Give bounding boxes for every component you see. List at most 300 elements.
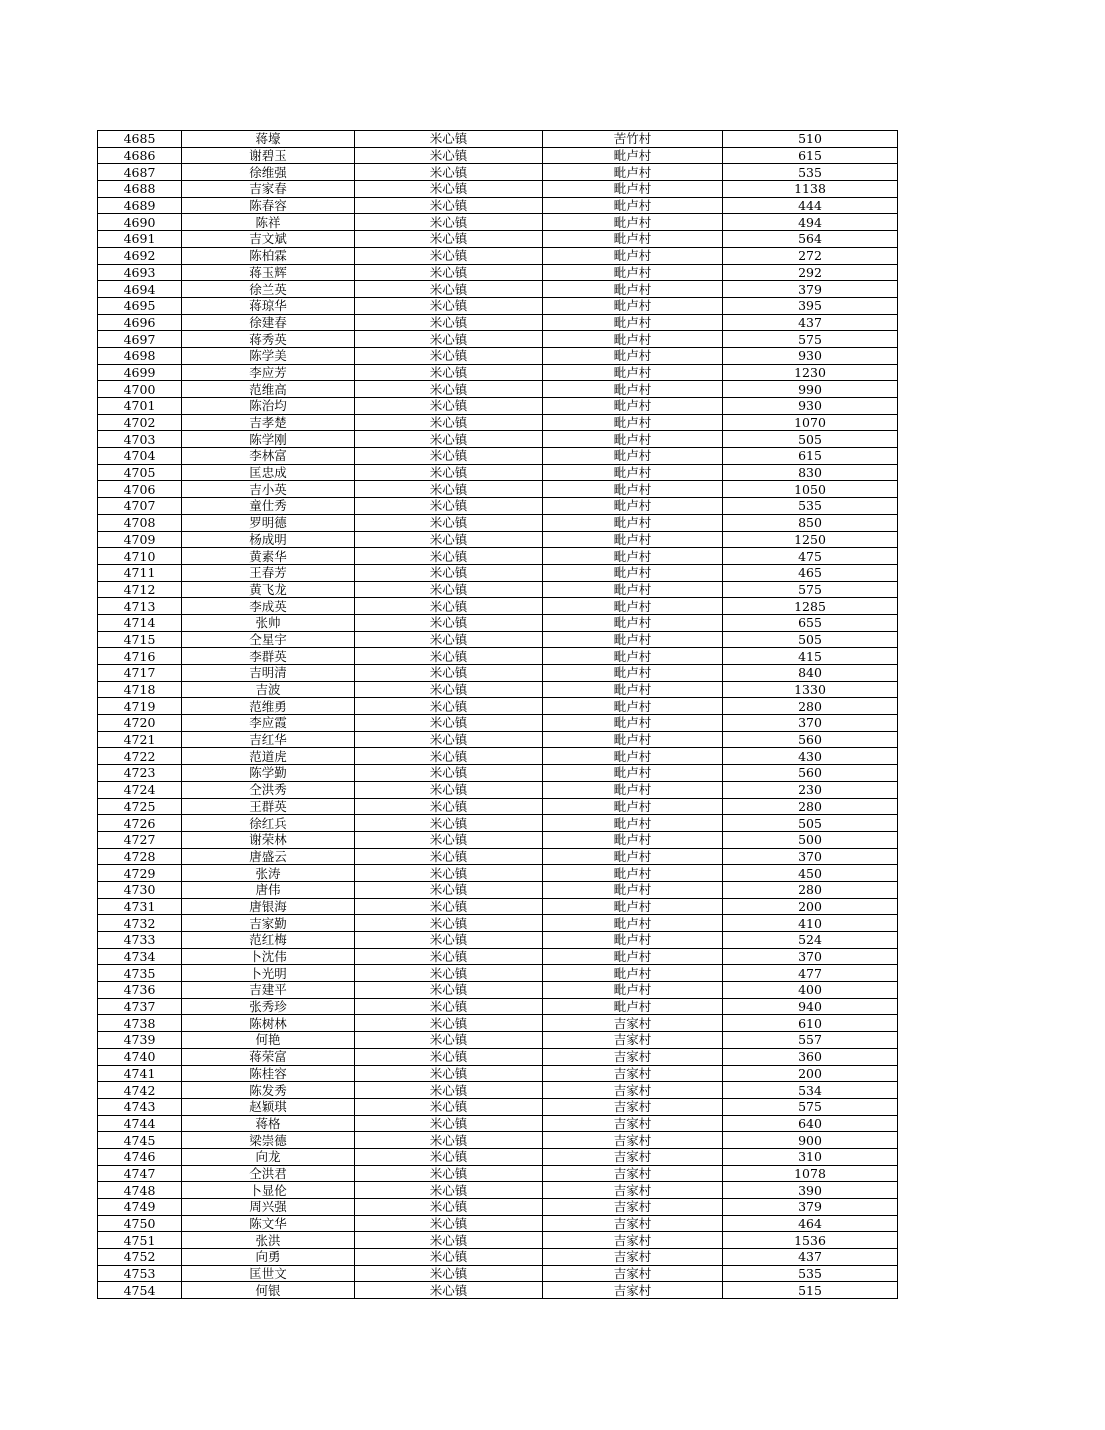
- name-cell: 蒋荣富: [182, 1048, 355, 1065]
- town-cell: 米心镇: [355, 514, 543, 531]
- amount-cell: 575: [723, 331, 898, 348]
- amount-cell: 560: [723, 765, 898, 782]
- table-row: [98, 448, 898, 465]
- name-cell: 吉文斌: [182, 231, 355, 248]
- name-cell: 陈治均: [182, 398, 355, 415]
- table-row: [98, 781, 898, 798]
- row-number-cell: 4740: [98, 1048, 182, 1065]
- village-cell: 毗卢村: [543, 147, 723, 164]
- town-cell: 米心镇: [355, 131, 543, 148]
- town-cell: 米心镇: [355, 364, 543, 381]
- name-cell: 李群英: [182, 648, 355, 665]
- village-cell: 吉家村: [543, 1215, 723, 1232]
- amount-cell: 575: [723, 1098, 898, 1115]
- village-cell: 毗卢村: [543, 331, 723, 348]
- table-row: [98, 314, 898, 331]
- row-number-cell: 4737: [98, 998, 182, 1015]
- row-number-cell: 4735: [98, 965, 182, 982]
- village-cell: 毗卢村: [543, 648, 723, 665]
- town-cell: 米心镇: [355, 1165, 543, 1182]
- town-cell: 米心镇: [355, 381, 543, 398]
- name-cell: 徐红兵: [182, 815, 355, 832]
- table-row: [98, 815, 898, 832]
- row-number-cell: 4749: [98, 1199, 182, 1216]
- town-cell: 米心镇: [355, 965, 543, 982]
- name-cell: 蒋格: [182, 1115, 355, 1132]
- amount-cell: 280: [723, 798, 898, 815]
- table-row: [98, 498, 898, 515]
- row-number-cell: 4714: [98, 614, 182, 631]
- name-cell: 何银: [182, 1282, 355, 1299]
- village-cell: 毗卢村: [543, 197, 723, 214]
- name-cell: 仝星宇: [182, 631, 355, 648]
- table-row: [98, 798, 898, 815]
- name-cell: 李成英: [182, 598, 355, 615]
- town-cell: 米心镇: [355, 164, 543, 181]
- town-cell: 米心镇: [355, 1249, 543, 1266]
- amount-cell: 415: [723, 648, 898, 665]
- amount-cell: 930: [723, 398, 898, 415]
- town-cell: 米心镇: [355, 347, 543, 364]
- town-cell: 米心镇: [355, 414, 543, 431]
- row-number-cell: 4724: [98, 781, 182, 798]
- town-cell: 米心镇: [355, 1048, 543, 1065]
- amount-cell: 370: [723, 848, 898, 865]
- row-number-cell: 4725: [98, 798, 182, 815]
- village-cell: 毗卢村: [543, 765, 723, 782]
- village-cell: 毗卢村: [543, 915, 723, 932]
- amount-cell: 310: [723, 1148, 898, 1165]
- table-row: [98, 564, 898, 581]
- row-number-cell: 4706: [98, 481, 182, 498]
- table-row: [98, 1182, 898, 1199]
- name-cell: 匡世文: [182, 1265, 355, 1282]
- amount-cell: 515: [723, 1282, 898, 1299]
- table-row: [98, 881, 898, 898]
- village-cell: 毗卢村: [543, 431, 723, 448]
- row-number-cell: 4694: [98, 281, 182, 298]
- town-cell: 米心镇: [355, 1148, 543, 1165]
- row-number-cell: 4732: [98, 915, 182, 932]
- row-number-cell: 4722: [98, 748, 182, 765]
- table-row: [98, 331, 898, 348]
- name-cell: 匡忠成: [182, 464, 355, 481]
- village-cell: 毗卢村: [543, 514, 723, 531]
- town-cell: 米心镇: [355, 881, 543, 898]
- amount-cell: 510: [723, 131, 898, 148]
- amount-cell: 360: [723, 1048, 898, 1065]
- town-cell: 米心镇: [355, 598, 543, 615]
- row-number-cell: 4717: [98, 665, 182, 682]
- amount-cell: 450: [723, 865, 898, 882]
- amount-cell: 615: [723, 448, 898, 465]
- row-number-cell: 4750: [98, 1215, 182, 1232]
- amount-cell: 465: [723, 564, 898, 581]
- table-row: [98, 1082, 898, 1099]
- name-cell: 蒋琼华: [182, 297, 355, 314]
- name-cell: 陈文华: [182, 1215, 355, 1232]
- table-row: [98, 347, 898, 364]
- table-row: [98, 898, 898, 915]
- amount-cell: 437: [723, 1249, 898, 1266]
- row-number-cell: 4712: [98, 581, 182, 598]
- table-row: [98, 1115, 898, 1132]
- town-cell: 米心镇: [355, 848, 543, 865]
- row-number-cell: 4713: [98, 598, 182, 615]
- name-cell: 陈发秀: [182, 1082, 355, 1099]
- town-cell: 米心镇: [355, 548, 543, 565]
- village-cell: 毗卢村: [543, 865, 723, 882]
- table-row: [98, 398, 898, 415]
- town-cell: 米心镇: [355, 564, 543, 581]
- town-cell: 米心镇: [355, 1098, 543, 1115]
- row-number-cell: 4708: [98, 514, 182, 531]
- row-number-cell: 4691: [98, 231, 182, 248]
- village-cell: 毗卢村: [543, 881, 723, 898]
- town-cell: 米心镇: [355, 865, 543, 882]
- table-row: [98, 464, 898, 481]
- amount-cell: 379: [723, 1199, 898, 1216]
- village-cell: 毗卢村: [543, 614, 723, 631]
- table-row: [98, 715, 898, 732]
- town-cell: 米心镇: [355, 998, 543, 1015]
- village-cell: 吉家村: [543, 1199, 723, 1216]
- row-number-cell: 4743: [98, 1098, 182, 1115]
- row-number-cell: 4738: [98, 1015, 182, 1032]
- amount-cell: 610: [723, 1015, 898, 1032]
- town-cell: 米心镇: [355, 1182, 543, 1199]
- amount-cell: 900: [723, 1132, 898, 1149]
- village-cell: 毗卢村: [543, 831, 723, 848]
- village-cell: 毗卢村: [543, 932, 723, 949]
- row-number-cell: 4686: [98, 147, 182, 164]
- amount-cell: 230: [723, 781, 898, 798]
- table-row: [98, 1165, 898, 1182]
- table-row: [98, 1232, 898, 1249]
- amount-cell: 990: [723, 381, 898, 398]
- amount-cell: 930: [723, 347, 898, 364]
- amount-cell: 1330: [723, 681, 898, 698]
- town-cell: 米心镇: [355, 531, 543, 548]
- row-number-cell: 4734: [98, 948, 182, 965]
- table-row: [98, 1148, 898, 1165]
- row-number-cell: 4739: [98, 1032, 182, 1049]
- amount-cell: 534: [723, 1082, 898, 1099]
- row-number-cell: 4721: [98, 731, 182, 748]
- village-cell: 毗卢村: [543, 998, 723, 1015]
- village-cell: 毗卢村: [543, 748, 723, 765]
- row-number-cell: 4720: [98, 715, 182, 732]
- table-row: [98, 1132, 898, 1149]
- town-cell: 米心镇: [355, 498, 543, 515]
- row-number-cell: 4695: [98, 297, 182, 314]
- town-cell: 米心镇: [355, 932, 543, 949]
- village-cell: 毗卢村: [543, 214, 723, 231]
- data-table: [97, 130, 898, 1299]
- name-cell: 吉红华: [182, 731, 355, 748]
- town-cell: 米心镇: [355, 398, 543, 415]
- name-cell: 范维勇: [182, 698, 355, 715]
- amount-cell: 475: [723, 548, 898, 565]
- amount-cell: 615: [723, 147, 898, 164]
- amount-cell: 370: [723, 948, 898, 965]
- name-cell: 李应芳: [182, 364, 355, 381]
- row-number-cell: 4687: [98, 164, 182, 181]
- village-cell: 毗卢村: [543, 264, 723, 281]
- row-number-cell: 4733: [98, 932, 182, 949]
- name-cell: 黄素华: [182, 548, 355, 565]
- village-cell: 毗卢村: [543, 665, 723, 682]
- amount-cell: 505: [723, 815, 898, 832]
- amount-cell: 292: [723, 264, 898, 281]
- town-cell: 米心镇: [355, 1282, 543, 1299]
- table-row: [98, 1282, 898, 1299]
- table-row: [98, 381, 898, 398]
- amount-cell: 505: [723, 431, 898, 448]
- amount-cell: 464: [723, 1215, 898, 1232]
- amount-cell: 524: [723, 932, 898, 949]
- row-number-cell: 4745: [98, 1132, 182, 1149]
- town-cell: 米心镇: [355, 197, 543, 214]
- name-cell: 吉孝楚: [182, 414, 355, 431]
- row-number-cell: 4715: [98, 631, 182, 648]
- village-cell: 毗卢村: [543, 698, 723, 715]
- name-cell: 赵颖琪: [182, 1098, 355, 1115]
- name-cell: 卜显伦: [182, 1182, 355, 1199]
- name-cell: 陈学刚: [182, 431, 355, 448]
- row-number-cell: 4723: [98, 765, 182, 782]
- village-cell: 毗卢村: [543, 297, 723, 314]
- town-cell: 米心镇: [355, 147, 543, 164]
- row-number-cell: 4704: [98, 448, 182, 465]
- table-row: [98, 1048, 898, 1065]
- row-number-cell: 4688: [98, 181, 182, 198]
- table-row: [98, 932, 898, 949]
- village-cell: 毗卢村: [543, 231, 723, 248]
- town-cell: 米心镇: [355, 748, 543, 765]
- row-number-cell: 4693: [98, 264, 182, 281]
- amount-cell: 200: [723, 898, 898, 915]
- village-cell: 毗卢村: [543, 481, 723, 498]
- name-cell: 陈柏霖: [182, 247, 355, 264]
- town-cell: 米心镇: [355, 331, 543, 348]
- row-number-cell: 4692: [98, 247, 182, 264]
- row-number-cell: 4730: [98, 881, 182, 898]
- village-cell: 毗卢村: [543, 848, 723, 865]
- amount-cell: 1050: [723, 481, 898, 498]
- row-number-cell: 4728: [98, 848, 182, 865]
- village-cell: 毗卢村: [543, 247, 723, 264]
- name-cell: 唐银海: [182, 898, 355, 915]
- name-cell: 王春芳: [182, 564, 355, 581]
- name-cell: 蒋玉辉: [182, 264, 355, 281]
- row-number-cell: 4727: [98, 831, 182, 848]
- table-row: [98, 765, 898, 782]
- table-row: [98, 164, 898, 181]
- town-cell: 米心镇: [355, 948, 543, 965]
- village-cell: 毗卢村: [543, 164, 723, 181]
- village-cell: 毗卢村: [543, 564, 723, 581]
- town-cell: 米心镇: [355, 915, 543, 932]
- amount-cell: 830: [723, 464, 898, 481]
- row-number-cell: 4700: [98, 381, 182, 398]
- name-cell: 陈桂容: [182, 1065, 355, 1082]
- table-row: [98, 197, 898, 214]
- town-cell: 米心镇: [355, 281, 543, 298]
- village-cell: 吉家村: [543, 1015, 723, 1032]
- name-cell: 蒋秀英: [182, 331, 355, 348]
- row-number-cell: 4703: [98, 431, 182, 448]
- village-cell: 吉家村: [543, 1048, 723, 1065]
- amount-cell: 560: [723, 731, 898, 748]
- table-row: [98, 1098, 898, 1115]
- name-cell: 罗明德: [182, 514, 355, 531]
- table-row: [98, 865, 898, 882]
- town-cell: 米心镇: [355, 681, 543, 698]
- name-cell: 周兴强: [182, 1199, 355, 1216]
- village-cell: 吉家村: [543, 1232, 723, 1249]
- name-cell: 吉家勤: [182, 915, 355, 932]
- table-row: [98, 598, 898, 615]
- table-row: [98, 181, 898, 198]
- amount-cell: 1230: [723, 364, 898, 381]
- village-cell: 毗卢村: [543, 498, 723, 515]
- village-cell: 毗卢村: [543, 948, 723, 965]
- village-cell: 吉家村: [543, 1082, 723, 1099]
- town-cell: 米心镇: [355, 448, 543, 465]
- village-cell: 毗卢村: [543, 464, 723, 481]
- name-cell: 陈春容: [182, 197, 355, 214]
- row-number-cell: 4748: [98, 1182, 182, 1199]
- table-row: [98, 1032, 898, 1049]
- table-row: [98, 1065, 898, 1082]
- name-cell: 陈树林: [182, 1015, 355, 1032]
- table-row: [98, 481, 898, 498]
- row-number-cell: 4746: [98, 1148, 182, 1165]
- name-cell: 吉家春: [182, 181, 355, 198]
- row-number-cell: 4709: [98, 531, 182, 548]
- row-number-cell: 4696: [98, 314, 182, 331]
- row-number-cell: 4689: [98, 197, 182, 214]
- amount-cell: 477: [723, 965, 898, 982]
- table-row: [98, 548, 898, 565]
- town-cell: 米心镇: [355, 581, 543, 598]
- amount-cell: 410: [723, 915, 898, 932]
- table-row: [98, 297, 898, 314]
- amount-cell: 505: [723, 631, 898, 648]
- amount-cell: 1250: [723, 531, 898, 548]
- village-cell: 毗卢村: [543, 347, 723, 364]
- table-row: [98, 965, 898, 982]
- town-cell: 米心镇: [355, 614, 543, 631]
- amount-cell: 494: [723, 214, 898, 231]
- table-row: [98, 665, 898, 682]
- town-cell: 米心镇: [355, 831, 543, 848]
- table-row: [98, 998, 898, 1015]
- table-row: [98, 1249, 898, 1266]
- name-cell: 张涛: [182, 865, 355, 882]
- town-cell: 米心镇: [355, 1132, 543, 1149]
- row-number-cell: 4747: [98, 1165, 182, 1182]
- name-cell: 何艳: [182, 1032, 355, 1049]
- village-cell: 毗卢村: [543, 731, 723, 748]
- amount-cell: 655: [723, 614, 898, 631]
- row-number-cell: 4701: [98, 398, 182, 415]
- row-number-cell: 4716: [98, 648, 182, 665]
- table-row: [98, 1265, 898, 1282]
- name-cell: 张秀珍: [182, 998, 355, 1015]
- table-row: [98, 1215, 898, 1232]
- table-row: [98, 681, 898, 698]
- amount-cell: 640: [723, 1115, 898, 1132]
- town-cell: 米心镇: [355, 765, 543, 782]
- name-cell: 徐建春: [182, 314, 355, 331]
- table-row: [98, 214, 898, 231]
- table-row: [98, 264, 898, 281]
- row-number-cell: 4741: [98, 1065, 182, 1082]
- town-cell: 米心镇: [355, 314, 543, 331]
- row-number-cell: 4699: [98, 364, 182, 381]
- name-cell: 王群英: [182, 798, 355, 815]
- town-cell: 米心镇: [355, 1199, 543, 1216]
- table-row: [98, 414, 898, 431]
- village-cell: 毗卢村: [543, 398, 723, 415]
- amount-cell: 1536: [723, 1232, 898, 1249]
- amount-cell: 395: [723, 297, 898, 314]
- amount-cell: 1070: [723, 414, 898, 431]
- village-cell: 毗卢村: [543, 815, 723, 832]
- name-cell: 向龙: [182, 1148, 355, 1165]
- village-cell: 吉家村: [543, 1065, 723, 1082]
- village-cell: 毗卢村: [543, 314, 723, 331]
- name-cell: 蒋壕: [182, 131, 355, 148]
- amount-cell: 575: [723, 581, 898, 598]
- amount-cell: 437: [723, 314, 898, 331]
- name-cell: 陈学美: [182, 347, 355, 364]
- village-cell: 吉家村: [543, 1282, 723, 1299]
- village-cell: 毗卢村: [543, 281, 723, 298]
- village-cell: 吉家村: [543, 1249, 723, 1266]
- row-number-cell: 4736: [98, 982, 182, 999]
- table-row: [98, 631, 898, 648]
- row-number-cell: 4731: [98, 898, 182, 915]
- village-cell: 毗卢村: [543, 581, 723, 598]
- village-cell: 毗卢村: [543, 798, 723, 815]
- table-row: [98, 848, 898, 865]
- row-number-cell: 4752: [98, 1249, 182, 1266]
- row-number-cell: 4751: [98, 1232, 182, 1249]
- row-number-cell: 4718: [98, 681, 182, 698]
- table-row: [98, 364, 898, 381]
- name-cell: 童仕秀: [182, 498, 355, 515]
- table-row: [98, 131, 898, 148]
- name-cell: 吉明清: [182, 665, 355, 682]
- name-cell: 卜沈伟: [182, 948, 355, 965]
- town-cell: 米心镇: [355, 648, 543, 665]
- row-number-cell: 4702: [98, 414, 182, 431]
- amount-cell: 1285: [723, 598, 898, 615]
- row-number-cell: 4719: [98, 698, 182, 715]
- village-cell: 苦竹村: [543, 131, 723, 148]
- table-row: [98, 531, 898, 548]
- name-cell: 仝洪君: [182, 1165, 355, 1182]
- amount-cell: 535: [723, 164, 898, 181]
- table-row: [98, 698, 898, 715]
- table-row: [98, 648, 898, 665]
- town-cell: 米心镇: [355, 715, 543, 732]
- table-row: [98, 948, 898, 965]
- name-cell: 谢荣林: [182, 831, 355, 848]
